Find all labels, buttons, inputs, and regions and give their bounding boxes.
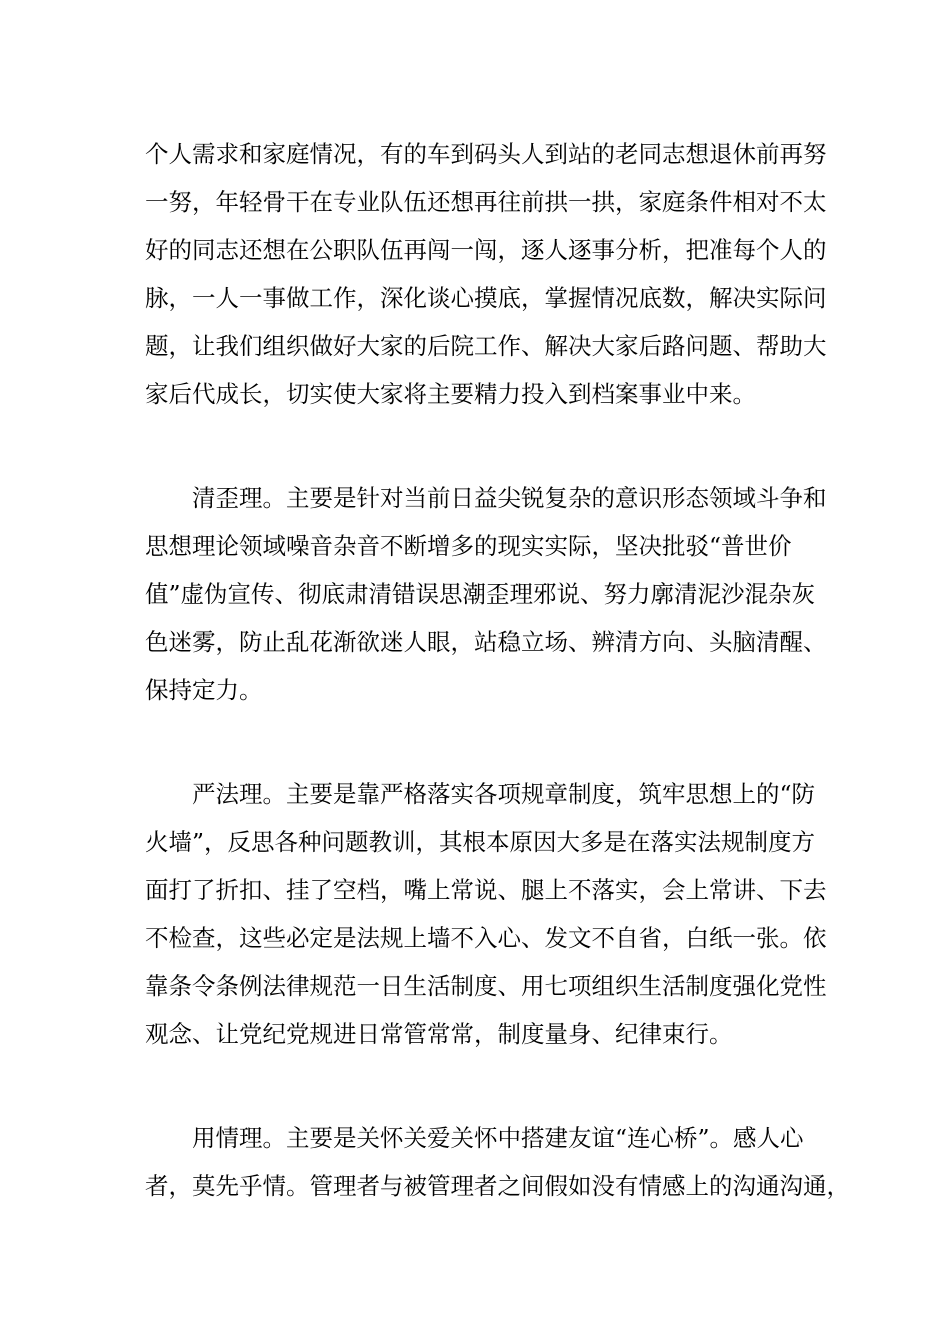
paragraph-2-line-3: 值”虚伪宣传、彻底肃清错误思潮歪理邪说、努力廓清泥沙混杂灰	[145, 580, 816, 608]
paragraph-2-line-1: 清歪理。主要是针对当前日益尖锐复杂的意识形态领域斗争和	[145, 484, 827, 512]
paragraph-3-line-1: 严法理。主要是靠严格落实各项规章制度，筑牢思想上的“防	[145, 780, 816, 808]
paragraph-1-line-3: 好的同志还想在公职队伍再闯一闯，逐人逐事分析，把准每个人的	[145, 236, 827, 264]
paragraph-3-line-3: 面打了折扣、挂了空档，嘴上常说、腿上不落实，会上常讲、下去	[145, 876, 827, 904]
paragraph-1-line-6: 家后代成长，切实使大家将主要精力投入到档案事业中来。	[145, 380, 756, 408]
paragraph-2-line-2: 思想理论领域噪音杂音不断增多的现实实际，坚决批驳“普世价	[145, 532, 792, 560]
paragraph-1-line-5: 题，让我们组织做好大家的后院工作、解决大家后路问题、帮助大	[145, 332, 827, 360]
paragraph-1-line-2: 一努，年轻骨干在专业队伍还想再往前拱一拱，家庭条件相对不太	[145, 188, 827, 216]
paragraph-3-line-4: 不检查，这些必定是法规上墙不入心、发文不自省，白纸一张。依	[145, 924, 827, 952]
paragraph-3-line-5: 靠条令条例法律规范一日生活制度、用七项组织生活制度强化党性	[145, 972, 827, 1000]
paragraph-1-line-4: 脉，一人一事做工作，深化谈心摸底，掌握情况底数，解决实际问	[145, 284, 827, 312]
paragraph-4-line-1: 用情理。主要是关怀关爱关怀中搭建友谊“连心桥”。感人心	[145, 1124, 804, 1152]
paragraph-1-line-1: 个人需求和家庭情况，有的车到码头人到站的老同志想退休前再努	[145, 140, 827, 168]
paragraph-3-line-6: 观念、让党纪党规进日常管常常，制度量身、纪律束行。	[145, 1020, 733, 1048]
paragraph-3-line-2: 火墙”，反思各种问题教训，其根本原因大多是在落实法规制度方	[145, 828, 816, 856]
paragraph-4-line-2: 者，莫先乎情。管理者与被管理者之间假如没有情感上的沟通沟通，	[145, 1172, 850, 1200]
paragraph-2-line-5: 保持定力。	[145, 676, 263, 704]
paragraph-2-line-4: 色迷雾，防止乱花渐欲迷人眼，站稳立场、辨清方向、头脑清醒、	[145, 628, 827, 656]
